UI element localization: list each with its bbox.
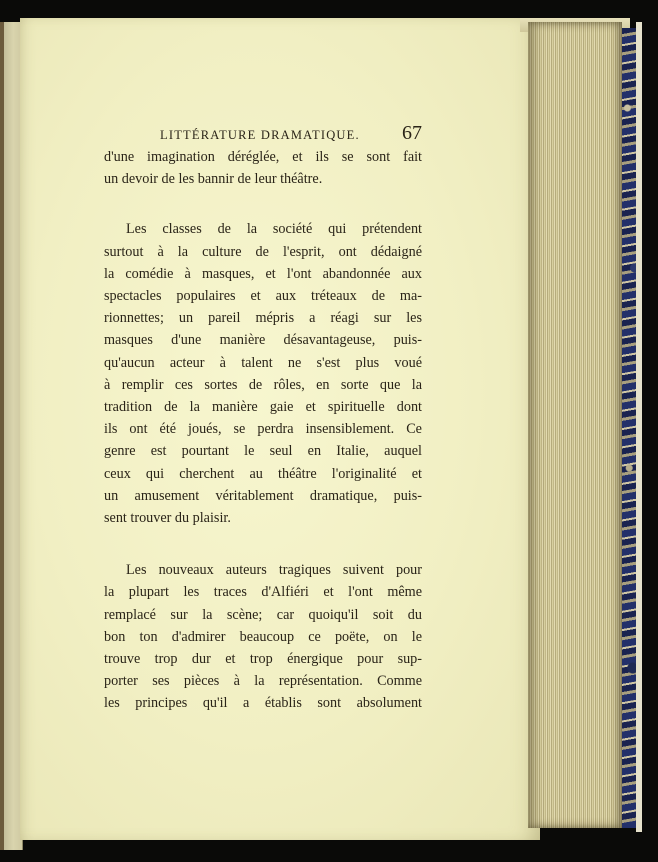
paragraph-2 bbox=[104, 218, 422, 529]
text-line: bon ton d'admirer beaucoup ce poëte, on le bbox=[104, 628, 422, 645]
text-line: un devoir de les bannir de leur théâtre. bbox=[104, 171, 323, 188]
page-text bbox=[104, 122, 422, 715]
page-number: 67 bbox=[402, 122, 422, 144]
text-line: remplacé sur la scène; car quoiqu'il soit du bbox=[104, 606, 422, 623]
running-title: LITTÉRATURE DRAMATIQUE. bbox=[160, 128, 360, 142]
text-line: tradition de la manière gaie et spirituelle dont bbox=[104, 399, 422, 416]
text-line: Les classes de la société qui prétendent bbox=[126, 221, 422, 238]
text-line: spectacles populaires et aux tréteaux de ma- bbox=[104, 288, 422, 305]
text-line: rionnettes; un pareil mépris a réagi sur les bbox=[104, 310, 422, 327]
text-line: la comédie à masques, et l'ont abandonnée aux bbox=[104, 265, 422, 282]
text-line: la plupart les traces d'Alfiéri et l'ont même bbox=[104, 584, 422, 601]
text-line: Les nouveaux auteurs tragiques suivent pour bbox=[126, 562, 422, 579]
text-line: genre est pourtant le seul en Italie, auquel bbox=[104, 443, 422, 460]
paragraph-gap bbox=[104, 190, 422, 218]
text-line: porter ses pièces à la représentation. Comme bbox=[104, 673, 422, 690]
paragraph-3 bbox=[104, 559, 422, 714]
page-header bbox=[104, 122, 422, 146]
text-line: à remplir ces sortes de rôles, en sorte que la bbox=[104, 376, 422, 393]
left-cover-rim bbox=[0, 22, 4, 850]
text-line: trouve trop dur et trop énergique pour sup- bbox=[104, 651, 422, 668]
text-line: qu'aucun acteur à talent ne s'est plus voué bbox=[104, 354, 422, 371]
paragraph-gap bbox=[104, 529, 422, 559]
text-line: masques d'une manière désavantageuse, puis- bbox=[104, 332, 422, 349]
page-stack-edges bbox=[528, 22, 622, 828]
paragraph-1 bbox=[104, 146, 422, 190]
text-line: ceux qui cherchent au théâtre l'originalité et bbox=[104, 465, 422, 482]
text-line: un amusement véritablement dramatique, puis- bbox=[104, 487, 422, 504]
text-line: sent trouver du plaisir. bbox=[104, 510, 231, 527]
cover-edge bbox=[636, 22, 642, 832]
text-line: ils ont été joués, se perdra insensiblement. Ce bbox=[104, 421, 422, 438]
text-line: les principes qu'il a établis sont absolument bbox=[104, 695, 422, 712]
text-line: d'une imagination déréglée, et ils se sont fait bbox=[104, 149, 422, 165]
text-line: surtout à la culture de l'esprit, ont dédaigné bbox=[104, 243, 422, 260]
